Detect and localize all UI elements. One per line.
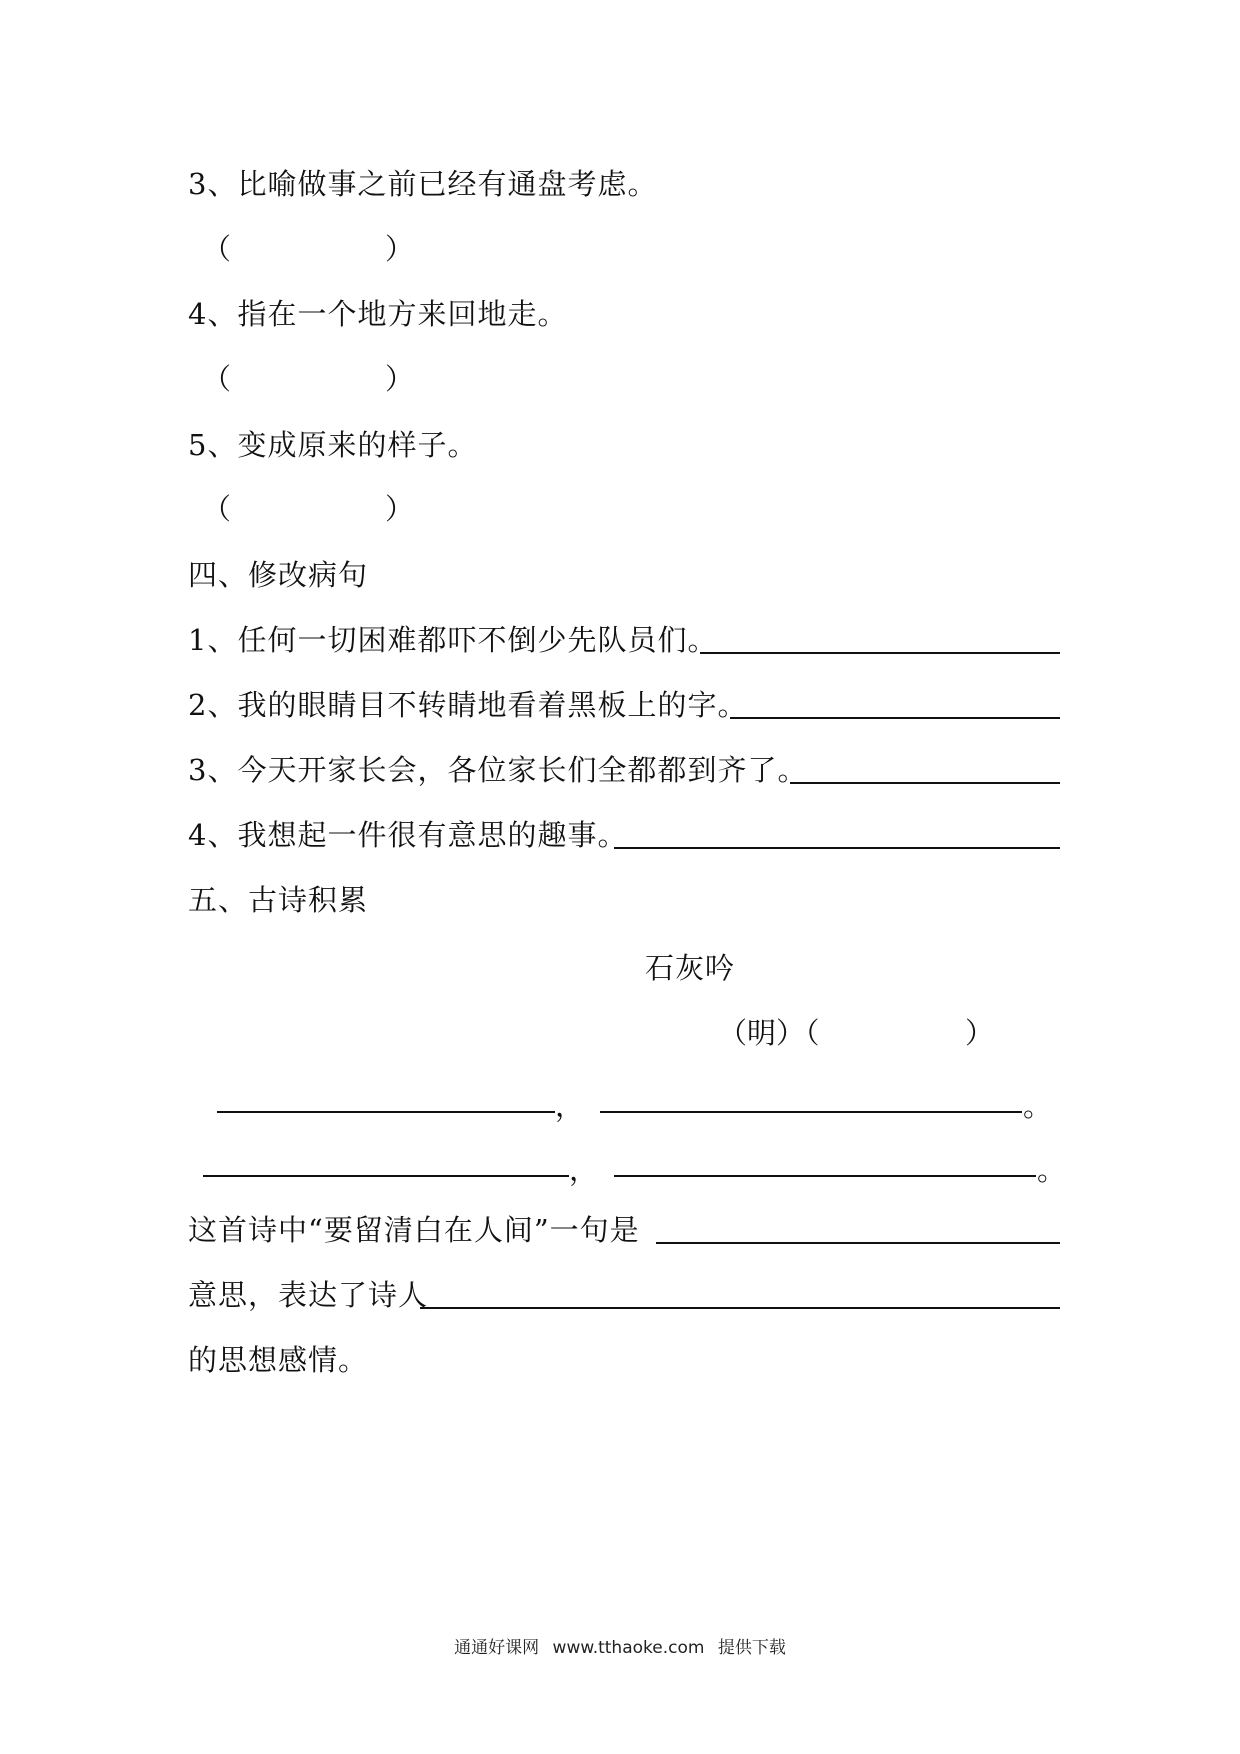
poem-author-close: ）	[965, 1016, 995, 1050]
poem-comma-1: ，	[555, 1089, 585, 1123]
poem-title: 石灰吟	[645, 951, 736, 985]
poem-line-2b[interactable]	[614, 1175, 1036, 1177]
sentence-1: 1、任何一切困难都吓不倒少先队员们。	[188, 623, 718, 657]
footer-url[interactable]: www.tthaoke.com	[552, 1638, 705, 1658]
answer-paren-open-5: （	[202, 492, 232, 526]
question-3-prompt: 3、比喻做事之前已经有通盘考虑。	[188, 167, 658, 201]
question-5-prompt: 5、变成原来的样子。	[188, 428, 478, 462]
answer-line-2[interactable]	[730, 717, 1060, 719]
answer-line-3[interactable]	[790, 782, 1060, 784]
poem-question-1: 这首诗中“要留清白在人间”一句是	[188, 1213, 640, 1247]
answer-paren-close-4: ）	[385, 362, 415, 396]
question-4-prompt: 4、指在一个地方来回地走。	[188, 297, 568, 331]
poem-period-1: 。	[1023, 1089, 1053, 1123]
answer-paren-open-3: （	[202, 232, 232, 266]
footer-tail: 提供下载	[717, 1638, 786, 1658]
poem-answer-line-2[interactable]	[420, 1307, 1060, 1309]
poem-author-dynasty: （明）（	[718, 1016, 820, 1050]
poem-question-2: 意思，表达了诗人	[188, 1278, 429, 1312]
sentence-4: 4、我想起一件很有意思的趣事。	[188, 818, 628, 852]
section-4-heading: 四、修改病句	[188, 558, 369, 592]
sentence-2: 2、我的眼睛目不转睛地看着黑板上的字。	[188, 688, 748, 722]
answer-paren-close-5: ）	[385, 492, 415, 526]
section-5-heading: 五、古诗积累	[188, 883, 369, 917]
poem-question-3: 的思想感情。	[188, 1343, 369, 1377]
answer-line-1[interactable]	[700, 652, 1060, 654]
poem-comma-2: ，	[569, 1153, 599, 1187]
poem-answer-line-1[interactable]	[656, 1242, 1060, 1244]
poem-period-2: 。	[1037, 1153, 1067, 1187]
answer-paren-open-4: （	[202, 362, 232, 396]
sentence-3: 3、今天开家长会，各位家长们全都都到齐了。	[188, 753, 808, 787]
page-footer	[0, 1636, 1240, 1660]
answer-line-4[interactable]	[614, 847, 1060, 849]
poem-line-1a[interactable]	[217, 1111, 555, 1113]
answer-paren-close-3: ）	[385, 232, 415, 266]
poem-line-2a[interactable]	[203, 1175, 569, 1177]
poem-line-1b[interactable]	[600, 1111, 1022, 1113]
footer-site-name: 通通好课网	[454, 1638, 540, 1658]
